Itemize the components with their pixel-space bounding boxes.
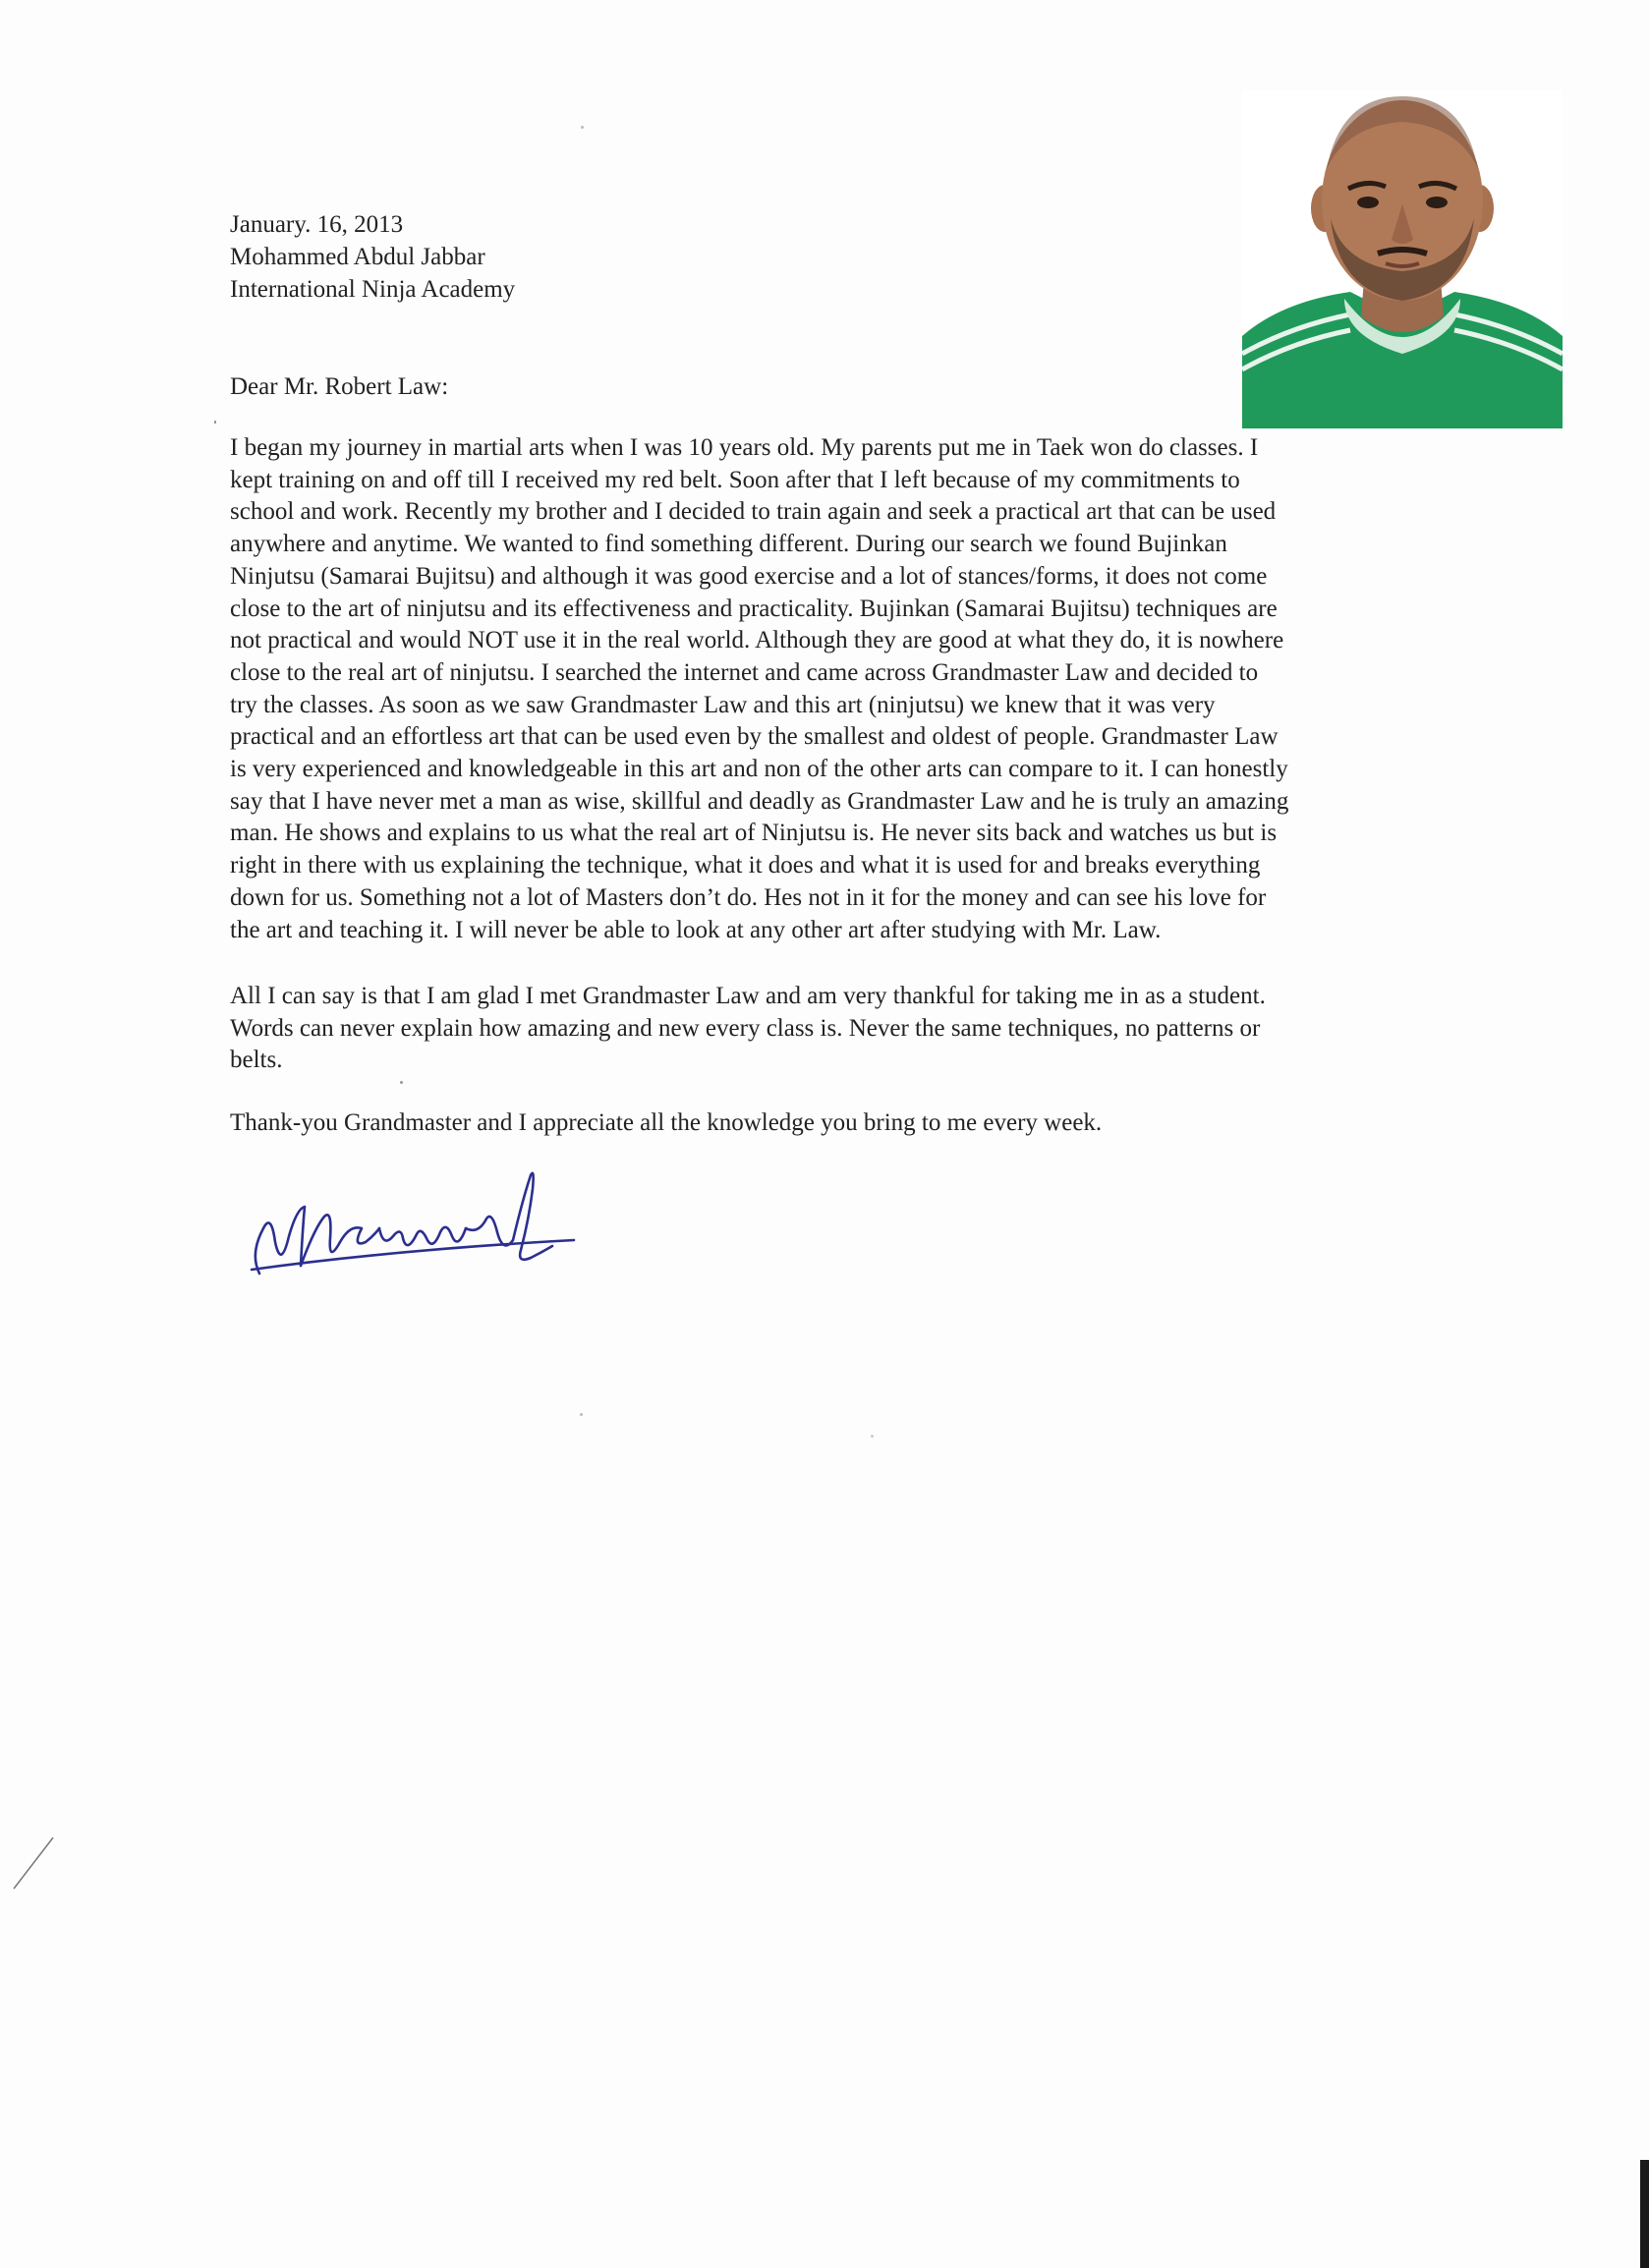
text-line: Words can never explain how amazing and new every class is. Never the same techniques, no patterns or xyxy=(230,1014,1261,1042)
text-line: man. He shows and explains to us what the real art of Ninjutsu is. He never sits back and watches us but is xyxy=(230,820,1278,847)
text-line: the art and teaching it. I will never be able to look at any other art after studying with Mr. Law. xyxy=(230,916,1162,943)
scan-speck xyxy=(214,421,216,424)
scan-speck xyxy=(580,1413,583,1416)
sender-name: Mohammed Abdul Jabbar xyxy=(230,244,485,270)
text-line: school and work. Recently my brother and I decided to train again and seek a practical art that can be used xyxy=(230,498,1277,526)
text-line: right in there with us explaining the technique, what it does and what it is used for and breaks everything xyxy=(230,852,1261,879)
scan-stroke-mark xyxy=(10,1834,59,1898)
text-line: practical and an effortless art that can be used even by the smallest and oldest of people. Grandmaster Law xyxy=(230,723,1279,751)
scan-speck xyxy=(400,1081,403,1084)
body-paragraph-2 xyxy=(230,981,1419,1077)
handwritten-signature xyxy=(246,1160,580,1287)
letter-header xyxy=(230,208,515,306)
body-paragraph-1 xyxy=(230,432,1419,946)
text-line: anywhere and anytime. We wanted to find something different. During our search we found Bujinkan xyxy=(230,531,1227,558)
portrait-photo xyxy=(1242,90,1563,428)
text-line: is very experienced and knowledgeable in this art and non of the other arts can compare to it. I can honestly xyxy=(230,756,1288,783)
scan-speck xyxy=(581,126,584,129)
text-line: not practical and would NOT use it in the real world. Although they are good at what they do, it is nowhere xyxy=(230,627,1284,654)
text-line: close to the art of ninjutsu and its effectiveness and practicality. Bujinkan (Samarai Bujitsu) techniques are xyxy=(230,595,1278,622)
closing-paragraph xyxy=(230,1107,1419,1140)
signature-icon xyxy=(246,1160,580,1287)
letter-date: January. 16, 2013 xyxy=(230,211,404,238)
text-line: I began my journey in martial arts when I was 10 years old. My parents put me in Taek won do classes. I xyxy=(230,434,1259,461)
text-line: try the classes. As soon as we saw Grandmaster Law and this art (ninjutsu) we knew that it was very xyxy=(230,691,1216,718)
text-line: close to the real art of ninjutsu. I searched the internet and came across Grandmaster Law and decided to xyxy=(230,658,1259,686)
text-line: belts. xyxy=(230,1047,283,1074)
text-line: kept training on and off till I received my red belt. Soon after that I left because of my commitments to xyxy=(230,466,1240,493)
text-line: All I can say is that I am glad I met Grandmaster Law and am very thankful for taking me in as a student. xyxy=(230,983,1266,1009)
text-line: Thank-you Grandmaster and I appreciate all the knowledge you bring to me every week. xyxy=(230,1109,1103,1136)
portrait-photo-icon xyxy=(1242,90,1563,428)
salutation: Dear Mr. Robert Law: xyxy=(230,373,449,400)
scan-edge-shadow xyxy=(1640,2160,1649,2268)
text-line: Ninjutsu (Samarai Bujitsu) and although it was good exercise and a lot of stances/forms, it does not come xyxy=(230,562,1268,590)
scan-speck xyxy=(871,1435,874,1438)
text-line: say that I have never met a man as wise, skillful and deadly as Grandmaster Law and he is truly an amazing xyxy=(230,787,1289,815)
sender-organization: International Ninja Academy xyxy=(230,276,516,303)
text-line: down for us. Something not a lot of Masters don’t do. Hes not in it for the money and can see his love for xyxy=(230,883,1267,911)
